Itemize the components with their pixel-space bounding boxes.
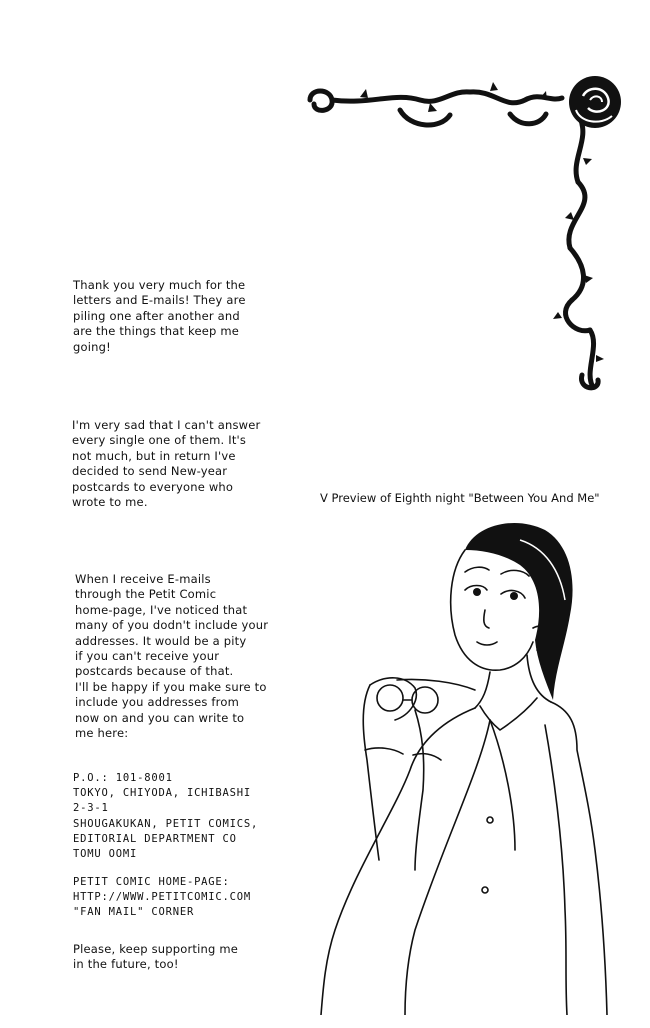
text-line: in the future, too! [73, 957, 179, 972]
text-line: wrote to me. [72, 495, 148, 510]
address-line: TOMU OOMI [73, 848, 138, 861]
text-line: are the things that keep me [73, 324, 240, 339]
text-line: me here: [75, 726, 129, 741]
text-line: now on and you can write to [75, 710, 245, 725]
web-url: HTTP://WWW.PETITCOMIC.COM [73, 891, 252, 904]
text-line: through the Petit Comic [75, 587, 217, 602]
text-line: When I receive E-mails [75, 572, 211, 586]
text-line: piling one after another and [73, 308, 240, 323]
text-line: if you can't receive your [75, 649, 220, 664]
letter-paragraph-closing [73, 942, 273, 973]
text-line: Thank you very much for the [73, 278, 246, 292]
text-line: I'm very sad that I can't answer [72, 418, 261, 432]
preview-caption: V Preview of Eighth night "Between You And Me" [320, 491, 600, 505]
text-line: many of you dodn't include your [75, 618, 269, 633]
text-line: postcards to everyone who [72, 479, 234, 494]
address-line: SHOUGAKUKAN, PETIT COMICS, [73, 817, 259, 830]
letter-paragraph-thanks [73, 278, 273, 355]
woman-holding-glasses-illustration [315, 510, 615, 1015]
address-line: EDITORIAL DEPARTMENT CO [73, 832, 237, 845]
text-line: I'll be happy if you make sure to [75, 679, 267, 694]
web-line: "FAN MAIL" CORNER [73, 906, 195, 919]
text-line: postcards because of that. [75, 664, 234, 679]
text-line: addresses. It would be a pity [75, 633, 247, 648]
address-line: P.O.: 101-8001 [73, 772, 173, 784]
letter-paragraph-addresses [75, 572, 280, 741]
address-line: TOKYO, CHIYODA, ICHIBASHI [73, 787, 252, 800]
text-line: not much, but in return I've [72, 448, 236, 463]
homepage-info [73, 875, 283, 921]
text-line: letters and E-mails! They are [73, 293, 246, 308]
thorny-rose-vine-icon [300, 70, 635, 400]
text-line: Please, keep supporting me [73, 942, 239, 956]
web-line: PETIT COMIC HOME-PAGE: [73, 876, 230, 888]
text-line: home-page, I've noticed that [75, 602, 248, 617]
text-line: every single one of them. It's [72, 433, 247, 448]
address-line: 2-3-1 [73, 802, 109, 815]
text-line: going! [73, 339, 111, 354]
letter-paragraph-postcards [72, 418, 272, 510]
text-line: include you addresses from [75, 695, 239, 710]
text-line: decided to send New-year [72, 464, 228, 479]
mailing-address [73, 771, 283, 862]
